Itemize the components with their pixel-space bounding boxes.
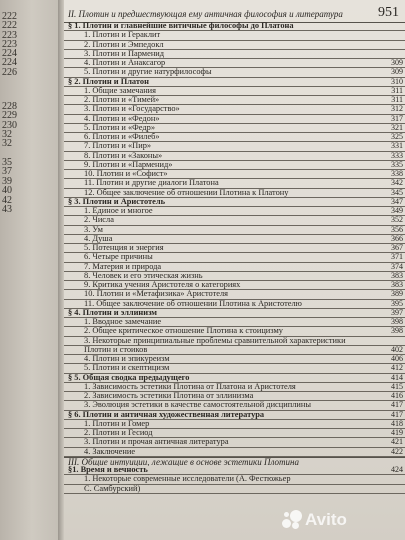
toc-row bbox=[64, 337, 405, 346]
toc-row bbox=[64, 105, 405, 114]
toc-row bbox=[64, 115, 405, 124]
toc-entry-title: 7. Плотин и «Пир» bbox=[84, 142, 152, 151]
left-page-number: 35 bbox=[2, 157, 12, 168]
book-page bbox=[64, 0, 405, 540]
toc-entry-title: 1. Некоторые современные исследователи (А. Фестюжьер bbox=[84, 475, 291, 484]
toc-entry-title: 2. Плотин и «Тимей» bbox=[84, 96, 160, 104]
toc-row bbox=[64, 253, 405, 262]
toc-entry-title: 4. Плотин и «Федон» bbox=[84, 114, 160, 123]
toc-entry-title: 9. Критика учения Аристотеля о категориях bbox=[84, 281, 241, 289]
toc-entry-title: 8. Плотин и «Законы» bbox=[84, 151, 163, 160]
toc-entry-page: 374 bbox=[391, 262, 403, 271]
toc-entry-title: 3. Эволюция эстетики в качестве самостоятельной дисциплины bbox=[84, 401, 311, 410]
toc-entry-title: 1. Зависимость эстетики Плотина от Платона и Аристотеля bbox=[84, 382, 296, 391]
toc-row bbox=[64, 327, 405, 336]
toc-entry-page: 342 bbox=[391, 179, 403, 188]
toc-entry-title: 1. Единое и многое bbox=[84, 207, 153, 215]
toc-entry-page: 335 bbox=[391, 160, 403, 169]
toc-row bbox=[64, 392, 405, 401]
toc-row bbox=[64, 401, 405, 410]
toc-row bbox=[64, 309, 405, 318]
left-page-number: 224 bbox=[2, 57, 17, 68]
toc-row bbox=[64, 318, 405, 327]
toc-row bbox=[64, 189, 405, 198]
toc-entry-title: 3. Некоторые принципиальные проблемы сравнительной характеристики bbox=[84, 336, 346, 345]
toc-entry-title: 9. Плотин и «Парменид» bbox=[84, 160, 173, 169]
toc-row bbox=[64, 161, 405, 170]
toc-entry-title: 1. Вводное замечание bbox=[84, 318, 162, 326]
toc-entry-page: 402 bbox=[391, 345, 403, 354]
avito-logo-icon bbox=[282, 510, 302, 530]
toc-entry-page: 383 bbox=[391, 281, 403, 289]
left-page-number: 43 bbox=[2, 204, 12, 215]
toc-row bbox=[64, 448, 405, 457]
toc-row bbox=[64, 466, 405, 475]
toc-row bbox=[64, 68, 405, 77]
toc-entry-page: 395 bbox=[391, 299, 403, 308]
toc-row bbox=[64, 346, 405, 355]
toc-entry-page: 317 bbox=[391, 114, 403, 123]
toc-entry-page: 417 bbox=[391, 401, 403, 410]
toc-row bbox=[64, 142, 405, 151]
toc-entry-title: 5. Плотин и «Федр» bbox=[84, 123, 156, 132]
toc-entry-title: § 5. Общая сводка предыдущего bbox=[68, 373, 190, 382]
toc-entry-page: 389 bbox=[391, 290, 403, 299]
toc-entry-page: 345 bbox=[391, 188, 403, 197]
toc-entry-page: 406 bbox=[391, 355, 403, 363]
toc-row bbox=[64, 420, 405, 429]
toc-row bbox=[64, 207, 405, 216]
toc-row bbox=[64, 272, 405, 281]
toc-entry-page: 366 bbox=[391, 234, 403, 243]
toc-entry-title: С. Самбурский) bbox=[84, 484, 141, 493]
toc-entry-page: 417 bbox=[391, 410, 403, 419]
toc-entry-page: 397 bbox=[391, 308, 403, 317]
toc-entry-title: 2. Общее критическое отношение Плотина к стоицизму bbox=[84, 327, 283, 336]
toc-row bbox=[64, 41, 405, 50]
left-page-edge bbox=[0, 0, 58, 540]
toc-entry-page: 312 bbox=[391, 105, 403, 114]
toc-entry-title: § 2. Плотин и Платон bbox=[68, 77, 149, 86]
toc-row bbox=[64, 170, 405, 179]
left-page-number: 42 bbox=[2, 195, 12, 206]
toc-entry-page: 352 bbox=[391, 216, 403, 225]
toc-row bbox=[64, 96, 405, 105]
toc-entry-page: 398 bbox=[391, 318, 403, 326]
toc-entry-title: 3. Ум bbox=[84, 225, 103, 234]
toc-row bbox=[64, 133, 405, 142]
toc-entry-title: 4. Плотин и Анаксагор bbox=[84, 59, 166, 67]
toc-entry-page: 422 bbox=[391, 447, 403, 456]
toc-entry-title: 2. Зависимость эстетики Плотина от эллинизма bbox=[84, 392, 254, 400]
toc-entry-title: 7. Материя и природа bbox=[84, 262, 162, 271]
toc-entry-page: 347 bbox=[391, 197, 403, 206]
left-page-number: 223 bbox=[2, 30, 17, 41]
toc-entry-page: 309 bbox=[391, 59, 403, 67]
toc-entry-page: 311 bbox=[391, 86, 403, 95]
toc-entry-page: 311 bbox=[391, 96, 403, 104]
toc-entry-page: 310 bbox=[391, 77, 403, 86]
toc-entry-title: 3. Плотин и «Государство» bbox=[84, 105, 180, 114]
toc-entry-page: 418 bbox=[391, 419, 403, 428]
toc-row bbox=[64, 124, 405, 133]
toc-row bbox=[64, 226, 405, 235]
toc-row bbox=[64, 152, 405, 161]
toc-row bbox=[64, 438, 405, 447]
toc-entry-page: 325 bbox=[391, 133, 403, 141]
left-page-number: 32 bbox=[2, 129, 12, 140]
toc-row bbox=[64, 87, 405, 96]
toc-entry-page: 416 bbox=[391, 392, 403, 400]
page-number: 951 bbox=[378, 5, 399, 20]
toc-entry-title: 3. Плотин и прочая античная литература bbox=[84, 438, 229, 447]
toc-entry-page: 331 bbox=[391, 142, 403, 151]
toc-entry-title: III. Общие интуиции, лежащие в основе эстетики Плотина bbox=[68, 456, 299, 466]
section-title: II. Плотин и предшествующая ему античная философия и литература bbox=[68, 9, 343, 19]
page-header bbox=[64, 0, 405, 23]
avito-watermark bbox=[282, 500, 392, 540]
left-page-number: 229 bbox=[2, 110, 17, 121]
toc-entry-page: 356 bbox=[391, 225, 403, 234]
toc-entry-title: 4. Плотин и эпикуреизм bbox=[84, 355, 170, 363]
left-page-number: 223 bbox=[2, 39, 17, 50]
toc-row bbox=[64, 429, 405, 438]
toc-entry-title: 10. Плотин и «Софист» bbox=[84, 170, 168, 178]
toc-entry-page: 309 bbox=[391, 68, 403, 77]
toc-row bbox=[64, 78, 405, 87]
toc-row bbox=[64, 50, 405, 59]
toc-entry-page: 421 bbox=[391, 438, 403, 447]
toc-entry-title: 1. Общие замечания bbox=[84, 86, 157, 95]
toc-entry-page: 412 bbox=[391, 364, 403, 373]
toc-entry-title: 4. Душа bbox=[84, 234, 113, 243]
toc-entry-page: 321 bbox=[391, 123, 403, 132]
toc-row bbox=[64, 281, 405, 290]
toc-row bbox=[64, 22, 405, 31]
left-page-number: 40 bbox=[2, 185, 12, 196]
toc-entry-title: § 4. Плотин и эллинизм bbox=[68, 308, 158, 317]
toc-entry-title: 5. Потенция и энергия bbox=[84, 244, 164, 252]
toc-entry-title: 10. Плотин и «Метафизика» Аристотеля bbox=[84, 290, 228, 299]
toc-entry-page: 367 bbox=[391, 244, 403, 252]
toc-entry-title: 3. Плотин и Парменид bbox=[84, 49, 165, 58]
left-page-number: 224 bbox=[2, 48, 17, 59]
toc-entry-page: 415 bbox=[391, 382, 403, 391]
left-page-number: 226 bbox=[2, 67, 17, 78]
toc-entry-title: 8. Человек и его этическая жизнь bbox=[84, 271, 203, 280]
toc-row bbox=[64, 355, 405, 364]
toc-entry-title: 5. Плотин и скептицизм bbox=[84, 364, 170, 373]
toc-entry-title: 1. Плотин и Гомер bbox=[84, 419, 150, 428]
toc-entry-page: 419 bbox=[391, 429, 403, 437]
toc-entry-page: 398 bbox=[391, 327, 403, 336]
toc-entry-title: 4. Заключение bbox=[84, 447, 136, 456]
left-page-number: 222 bbox=[2, 20, 17, 31]
toc-entry-page: 414 bbox=[391, 373, 403, 382]
toc-entry-title: §1. Время и вечность bbox=[68, 466, 148, 474]
toc-row bbox=[64, 179, 405, 188]
toc-row bbox=[64, 244, 405, 253]
toc-entry-title: § 1. Плотин и главнейшие витичные философы до Платона bbox=[68, 22, 294, 30]
toc-entry-title: 12. Общее заключение об отношении Плотина к Платону bbox=[84, 188, 289, 197]
toc-row bbox=[64, 216, 405, 225]
toc-entry-page: 383 bbox=[391, 271, 403, 280]
toc-row bbox=[64, 235, 405, 244]
toc-entry-page: 349 bbox=[391, 207, 403, 215]
toc-entry-title: Плотин и стоиков bbox=[84, 345, 148, 354]
toc-row bbox=[64, 300, 405, 309]
toc-entry-title: 1. Плотин и Гераклит bbox=[84, 31, 161, 40]
toc-row bbox=[64, 364, 405, 373]
toc-entry-page: 371 bbox=[391, 253, 403, 262]
toc-entry-title: 2. Плотин и Гесиод bbox=[84, 429, 153, 437]
left-page-number: 37 bbox=[2, 166, 12, 177]
toc-entry-page: 424 bbox=[391, 466, 403, 474]
toc-row bbox=[64, 263, 405, 272]
toc-entry-page: 338 bbox=[391, 170, 403, 178]
toc-row bbox=[64, 475, 405, 484]
toc-list bbox=[64, 22, 405, 494]
toc-entry-title: 11. Общее заключение об отношении Плотина к Аристотелю bbox=[84, 299, 302, 308]
toc-row bbox=[64, 31, 405, 40]
left-page-number: 222 bbox=[2, 11, 17, 22]
watermark-text: Avito bbox=[305, 510, 347, 529]
toc-entry-title: 2. Плотин и Эмпедокл bbox=[84, 40, 164, 49]
toc-row bbox=[64, 59, 405, 68]
toc-row bbox=[64, 383, 405, 392]
toc-row bbox=[64, 374, 405, 383]
toc-entry-title: § 6. Плотин и античная художественная литература bbox=[68, 410, 265, 419]
toc-entry-page: 333 bbox=[391, 151, 403, 160]
toc-entry-title: 6. Четыре причины bbox=[84, 253, 153, 262]
left-page-number: 39 bbox=[2, 176, 12, 187]
toc-row bbox=[64, 290, 405, 299]
left-page-number: 230 bbox=[2, 120, 17, 131]
toc-row bbox=[64, 485, 405, 494]
toc-entry-title: 2. Числа bbox=[84, 216, 114, 225]
toc-row bbox=[64, 411, 405, 420]
toc-row bbox=[64, 457, 405, 466]
toc-entry-title: 5. Плотин и другие натурфилософы bbox=[84, 68, 212, 77]
toc-entry-title: 11. Плотин и другие диалоги Платона bbox=[84, 179, 219, 188]
toc-entry-title: § 3. Плотин и Аристотель bbox=[68, 197, 166, 206]
left-page-number: 32 bbox=[2, 138, 12, 149]
toc-row bbox=[64, 198, 405, 207]
left-page-number: 228 bbox=[2, 101, 17, 112]
toc-entry-title: 6. Плотин и «Филеб» bbox=[84, 133, 160, 141]
